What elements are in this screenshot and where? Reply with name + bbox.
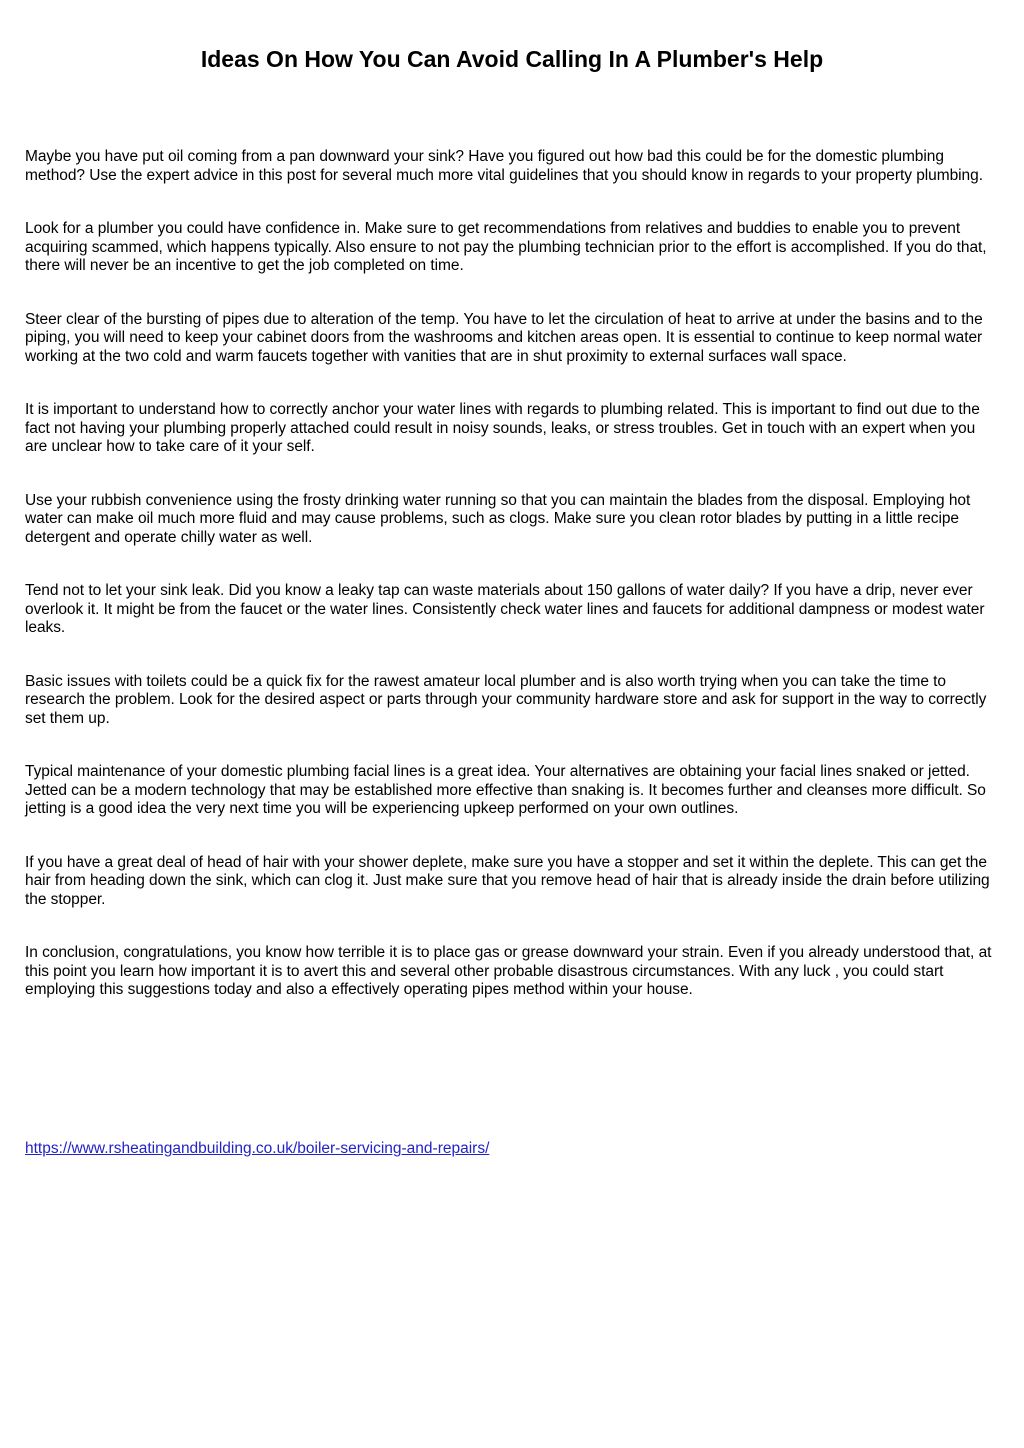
paragraph: Look for a plumber you could have confidence in. Make sure to get recommendations from relatives and buddies to enable you to prevent acquiring scammed, which happens typically. Also ensure to not pay the plumbing technician prior to the effort is accomplished. If you do that, there will never be an incentive to get the job completed on time. <box>25 220 987 274</box>
paragraph: It is important to understand how to correctly anchor your water lines with regards to plumbing related. This is important to find out due to the fact not having your plumbing properly attached could result in noisy sounds, leaks, or stress troubles. Get in touch with an expert when you are unclear how to take care of it your self. <box>25 401 980 455</box>
page-title: Ideas On How You Can Avoid Calling In A Plumber's Help <box>200 46 824 72</box>
paragraph: Tend not to let your sink leak. Did you know a leaky tap can waste materials about 150 gallons of water daily? If you have a drip, never ever overlook it. It might be from the faucet or the water lines. Consistently check water lines and faucets for additional dampness or modest water leaks. <box>25 582 985 636</box>
paragraph: Typical maintenance of your domestic plumbing facial lines is a great idea. Your alternatives are obtaining your facial lines snaked or jetted. Jetted can be a modern technology that may be established more effective than snaking is. It becomes further and cleanses more difficult. So jetting is a good idea the very next time you will be experiencing upkeep performed on your own outlines. <box>25 763 986 817</box>
paragraph: Basic issues with toilets could be a quick fix for the rawest amateur local plumber and is also worth trying when you can take the time to research the problem. Look for the desired aspect or parts through your community hardware store and ask for support in the way to correctly set them up. <box>25 672 987 727</box>
paragraph: Maybe you have put oil coming from a pan downward your sink? Have you figured out how bad this could be for the domestic plumbing method? Use the expert advice in this post for several much more vital guidelines that you should know in regards to your property plumbing. <box>25 148 983 184</box>
article-body <box>25 148 1001 1000</box>
paragraph: Use your rubbish convenience using the frosty drinking water running so that you can maintain the blades from the disposal. Employing hot water can make oil much more fluid and may cause problems, such as clogs. Make sure you clean rotor blades by putting in a little recipe detergent and operate chilly water as well. <box>25 491 971 546</box>
paragraph: Steer clear of the bursting of pipes due to alteration of the temp. You have to let the circulation of heat to arrive at under the basins and to the piping, you will need to keep your cabinet doors from the washrooms and kitchen areas open. It is essential to continue to keep normal water working at the two cold and warm faucets together with vanities that are in shut proximity to external surfaces wall space. <box>25 310 983 365</box>
paragraph: In conclusion, congratulations, you know how terrible it is to place gas or grease downward your strain. Even if you already understood that, at this point you learn how important it is to avert this and several other probable disastrous circumstances. With any luck , you could start employing this suggestions today and also a effectively operating pipes method within your house. <box>25 944 992 998</box>
paragraph: If you have a great deal of head of hair with your shower deplete, make sure you have a stopper and set it within the deplete. This can get the hair from heading down the sink, which can clog it. Just make sure that you remove head of hair that is already inside the drain before utilizing the stopper. <box>25 853 990 908</box>
source-link[interactable]: https://www.rsheatingandbuilding.co.uk/boiler-servicing-and-repairs/ <box>25 1140 490 1157</box>
